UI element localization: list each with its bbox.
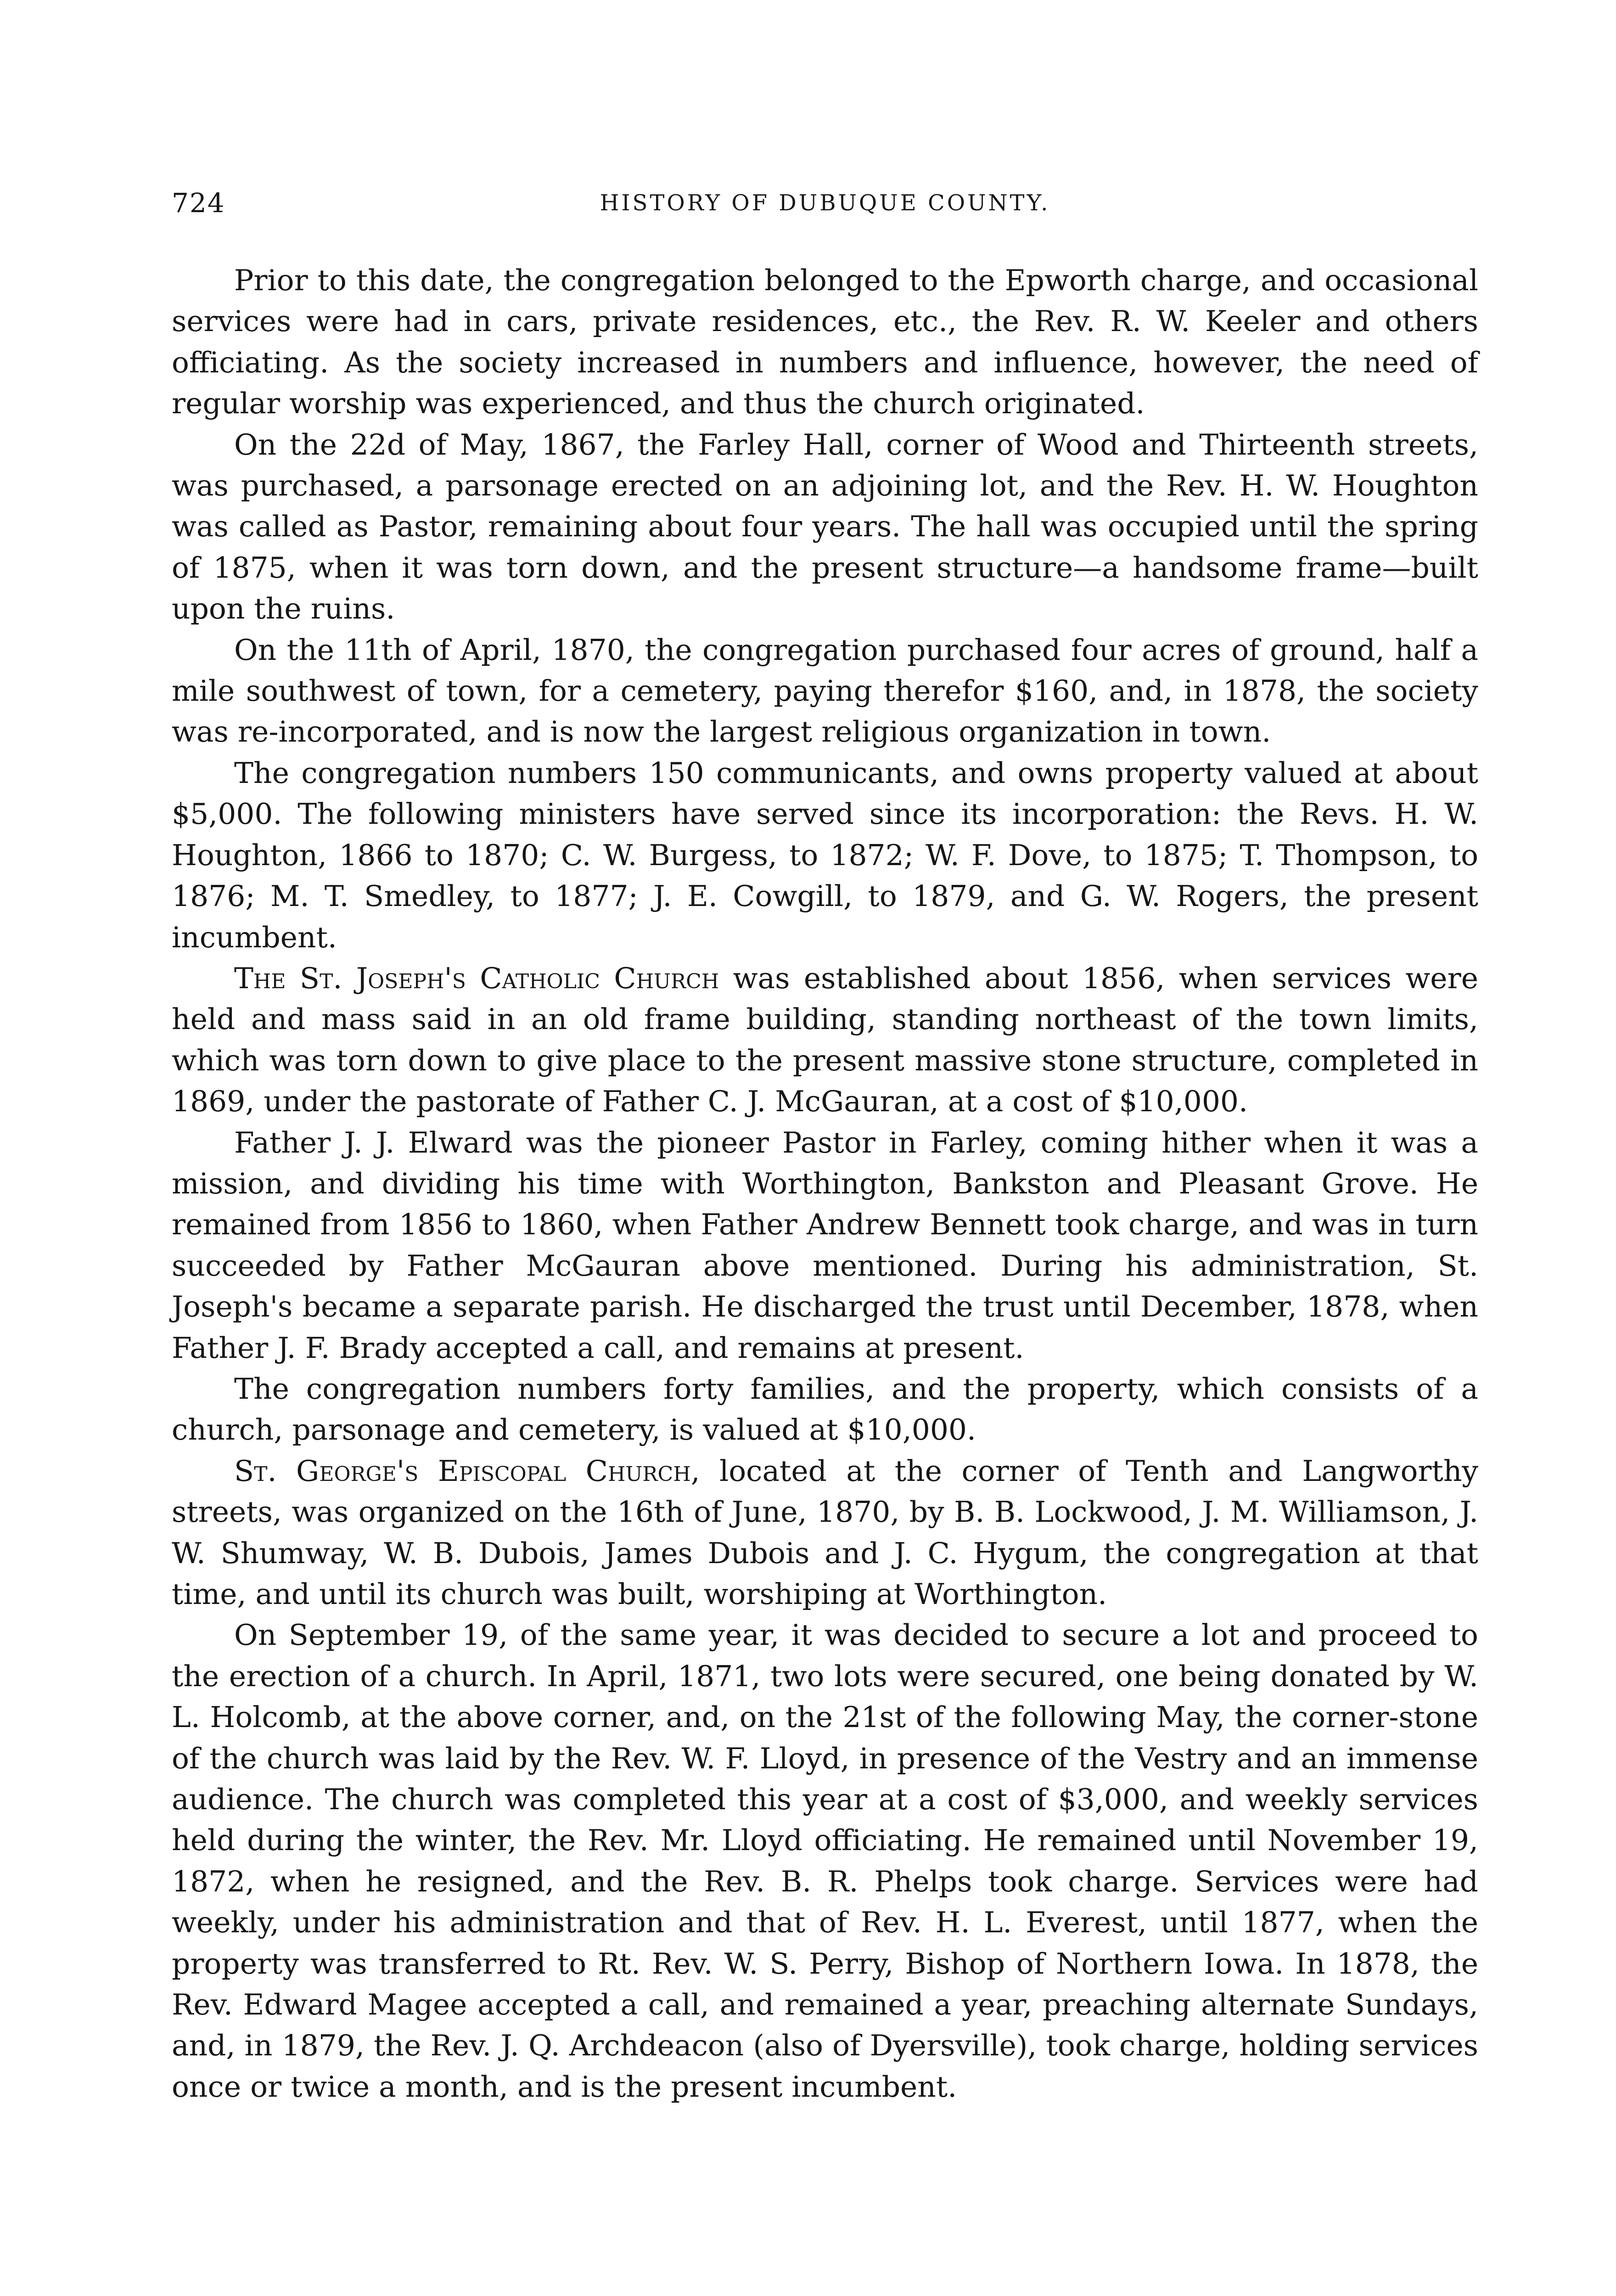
- paragraph: [172, 958, 1478, 1122]
- paragraph-text: was established about 1856, when services were held and mass said in an old frame building, standing northeast of the town limits, which was torn down to give place to the present massive stone structure, completed in 1869, under the pastorate of Father C. J. McGauran, at a cost of $10,000.: [172, 961, 1478, 1119]
- paragraph-text: , located at the corner of Tenth and Langworthy streets, was organized on the 16th of June, 1870, by B. B. Lockwood, J. M. Williamson, J. W. Shumway, W. B. Dubois, James Dubois and J. C. Hygum, the congregation at that time, and until its church was built, worshiping at Worthington.: [172, 1454, 1478, 1611]
- paragraph-text: Prior to this date, the congregation belonged to the Epworth charge, and occasional services were had in cars, private residences, etc., the Rev. R. W. Keeler and others officiating. As the society increased in numbers and influence, however, the need of regular worship was experienced, and thus the church originated.: [172, 264, 1478, 421]
- paragraph: [172, 753, 1478, 958]
- paragraph: [172, 1615, 1478, 2107]
- section-heading: The St. Joseph's Catholic Church: [234, 961, 719, 995]
- paragraph: [172, 1451, 1478, 1615]
- paragraph: [172, 1122, 1478, 1368]
- paragraph: [172, 1368, 1478, 1451]
- paragraph-text: The congregation numbers 150 communicants, and owns property valued at about $5,000. The following ministers have served since its incorporation: the Revs. H. W. Houghton, 1866 to 1870; C. W. Burgess, to 1872; W. F. Dove, to 1875; T. Thompson, to 1876; M. T. Smedley, to 1877; J. E. Cowgill, to 1879, and G. W. Rogers, the present incumbent.: [172, 756, 1478, 954]
- paragraph: [172, 424, 1478, 630]
- running-head: HISTORY OF DUBUQUE COUNTY.: [600, 190, 1050, 216]
- paragraph-text: Father J. J. Elward was the pioneer Pastor in Farley, coming hither when it was a mission, and dividing his time with Worthington, Bankston and Pleasant Grove. He remained from 1856 to 1860, when Father Andrew Bennett took charge, and was in turn succeeded by Father McGauran above mentioned. During his administration, St. Joseph's became a separate parish. He discharged the trust until December, 1878, when Father J. F. Brady accepted a call, and remains at present.: [172, 1125, 1478, 1365]
- paragraph-text: On September 19, of the same year, it was decided to secure a lot and proceed to the erection of a church. In April, 1871, two lots were secured, one being donated by W. L. Holcomb, at the above corner, and, on the 21st of the following May, the corner-stone of the church was laid by the Rev. W. F. Lloyd, in presence of the Vestry and an immense audience. The church was completed this year at a cost of $3,000, and weekly services held during the winter, the Rev. Mr. Lloyd officiating. He remained until November 19, 1872, when he resigned, and the Rev. B. R. Phelps took charge. Services were had weekly, under his administration and that of Rev. H. L. Everest, until 1877, when the property was transferred to Rt. Rev. W. S. Perry, Bishop of Northern Iowa. In 1878, the Rev. Edward Magee accepted a call, and remained a year, preaching alternate Sundays, and, in 1879, the Rev. J. Q. Archdeacon (also of Dyersville), took charge, holding services once or twice a month, and is the present incumbent.: [172, 1618, 1478, 2104]
- section-heading: St. George's Episcopal Church: [234, 1454, 691, 1488]
- page-number: 724: [172, 187, 225, 219]
- paragraph: [172, 630, 1478, 753]
- paragraph-text: The congregation numbers forty families, and the property, which consists of a church, parsonage and cemetery, is valued at $10,000.: [172, 1372, 1478, 1447]
- paragraph: [172, 260, 1478, 424]
- paragraph-text: On the 22d of May, 1867, the Farley Hall, corner of Wood and Thirteenth streets, was purchased, a parsonage erected on an adjoining lot, and the Rev. H. W. Houghton was called as Pastor, remaining about four years. The hall was occupied until the spring of 1875, when it was torn down, and the present structure—a handsome frame—built upon the ruins.: [172, 428, 1478, 626]
- body-text: [172, 260, 1478, 2107]
- paragraph-text: On the 11th of April, 1870, the congregation purchased four acres of ground, half a mile southwest of town, for a cemetery, paying therefor $160, and, in 1878, the society was re-incorporated, and is now the largest religious organization in town.: [172, 633, 1478, 749]
- page-header: [172, 187, 1478, 224]
